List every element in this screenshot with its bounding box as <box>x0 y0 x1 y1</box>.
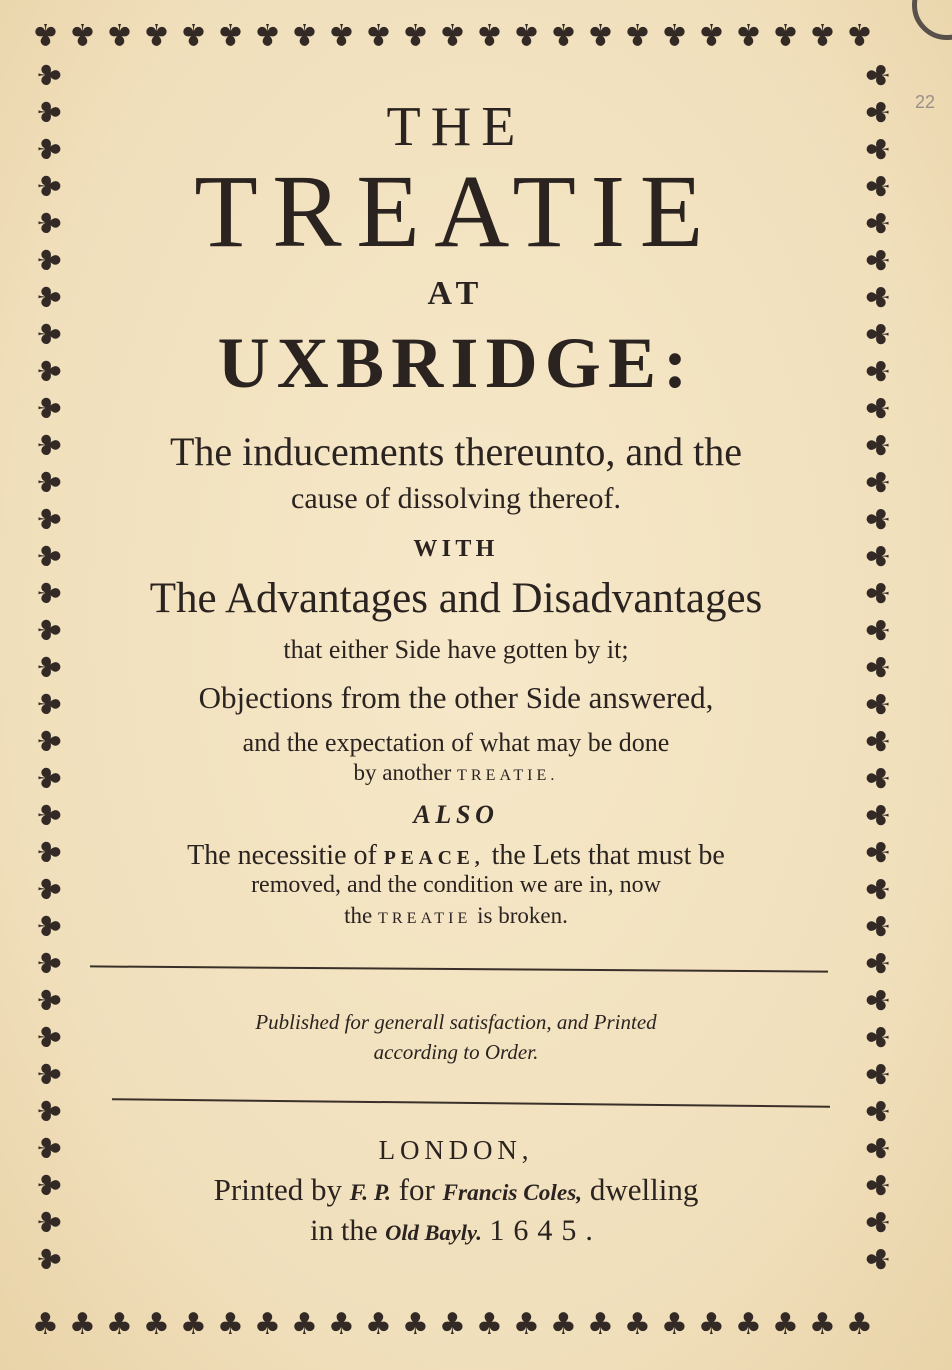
fleuron-ornament-icon: ♣ <box>861 431 897 459</box>
fleuron-ornament-icon: ♣ <box>861 616 897 644</box>
fleuron-ornament-icon: ♣ <box>143 16 170 51</box>
subtitle-line: that either Side have gotten by it; <box>283 635 629 664</box>
text: by another <box>353 760 452 785</box>
fleuron-ornament-icon: ♣ <box>861 135 897 163</box>
fleuron-ornament-icon: ♣ <box>513 16 540 51</box>
fleuron-ornament-icon: ♣ <box>30 135 66 163</box>
fleuron-ornament-icon: ♣ <box>30 209 66 237</box>
fleuron-ornament-icon: ♣ <box>106 16 133 51</box>
fleuron-ornament-icon: ♣ <box>30 357 66 385</box>
imprint-line <box>60 1214 852 1248</box>
fleuron-ornament-icon: ♣ <box>550 16 577 51</box>
text-smallcaps: TREATIE <box>377 910 472 927</box>
fleuron-ornament-icon: ♣ <box>861 1060 897 1088</box>
fleuron-ornament-icon: ♣ <box>861 542 897 570</box>
fleuron-ornament-icon: ♣ <box>861 727 897 755</box>
margin-page-number: 22 <box>915 92 936 112</box>
fleuron-ornament-icon: ♣ <box>30 949 66 977</box>
fleuron-ornament-icon: ♣ <box>402 16 429 51</box>
fleuron-ornament-icon: ♣ <box>143 1307 170 1342</box>
fleuron-ornament-icon: ♣ <box>365 16 392 51</box>
fleuron-ornament-icon: ♣ <box>861 801 897 829</box>
with-heading: WITH <box>413 536 499 562</box>
fleuron-ornament-icon: ♣ <box>809 1307 836 1342</box>
text: is broken. <box>477 903 568 928</box>
title-the: THE <box>386 96 526 158</box>
fleuron-ornament-icon: ♣ <box>30 1097 66 1125</box>
fleuron-ornament-icon: ♣ <box>32 1307 59 1342</box>
fleuron-ornament-icon: ♣ <box>30 431 66 459</box>
fleuron-ornament-icon: ♣ <box>30 986 66 1014</box>
fleuron-ornament-icon: ♣ <box>735 16 762 51</box>
fleuron-ornament-icon: ♣ <box>861 98 897 126</box>
subtitle-line <box>60 903 852 929</box>
fleuron-ornament-icon: ♣ <box>30 1171 66 1199</box>
fleuron-ornament-icon: ♣ <box>69 16 96 51</box>
fleuron-ornament-icon: ♣ <box>254 1307 281 1342</box>
fleuron-ornament-icon: ♣ <box>30 1134 66 1162</box>
printer: F. P. <box>349 1180 391 1206</box>
fleuron-ornament-icon: ♣ <box>328 1307 355 1342</box>
fleuron-ornament-icon: ♣ <box>861 246 897 274</box>
fleuron-ornament-icon: ♣ <box>69 1307 96 1342</box>
fleuron-ornament-icon: ♣ <box>217 1307 244 1342</box>
fleuron-ornament-icon: ♣ <box>861 1097 897 1125</box>
fleuron-ornament-icon: ♣ <box>30 98 66 126</box>
fleuron-ornament-icon: ♣ <box>861 949 897 977</box>
imprint-line <box>60 1172 852 1208</box>
fleuron-ornament-icon: ♣ <box>30 801 66 829</box>
fleuron-ornament-icon: ♣ <box>861 1208 897 1236</box>
text-smallcaps: TREATIE. <box>456 767 559 784</box>
fleuron-ornament-icon: ♣ <box>180 1307 207 1342</box>
fleuron-ornament-icon: ♣ <box>735 1307 762 1342</box>
fleuron-ornament-icon: ♣ <box>30 468 66 496</box>
text: in the <box>310 1214 378 1247</box>
subtitle-line <box>60 760 852 786</box>
fleuron-ornament-icon: ♣ <box>809 16 836 51</box>
fleuron-ornament-icon: ♣ <box>30 838 66 866</box>
fleuron-ornament-icon: ♣ <box>476 1307 503 1342</box>
fleuron-ornament-icon: ♣ <box>30 690 66 718</box>
fleuron-ornament-icon: ♣ <box>106 1307 133 1342</box>
text: dwelling <box>589 1172 699 1207</box>
subtitle-line: removed, and the condition we are in, now <box>251 872 661 898</box>
fleuron-ornament-icon: ♣ <box>328 16 355 51</box>
fleuron-ornament-icon: ♣ <box>861 1023 897 1051</box>
subtitle-line: cause of dissolving thereof. <box>291 482 621 515</box>
fleuron-ornament-icon: ♣ <box>861 320 897 348</box>
title-uxbridge: UXBRIDGE: <box>217 323 695 403</box>
fleuron-ornament-icon: ♣ <box>30 172 66 200</box>
fleuron-ornament-icon: ♣ <box>698 16 725 51</box>
subtitle-line: The inducements thereunto, and the <box>169 429 743 474</box>
publication-note: Published for generall satisfaction, and Printed <box>255 1010 657 1034</box>
fleuron-ornament-icon: ♣ <box>30 912 66 940</box>
fleuron-ornament-icon: ♣ <box>30 764 66 792</box>
fleuron-ornament-icon: ♣ <box>30 1060 66 1088</box>
fleuron-ornament-icon: ♣ <box>291 1307 318 1342</box>
fleuron-ornament-icon: ♣ <box>32 16 59 51</box>
title-at: AT <box>427 275 485 312</box>
fleuron-ornament-icon: ♣ <box>180 16 207 51</box>
fleuron-ornament-icon: ♣ <box>861 579 897 607</box>
fleuron-ornament-icon: ♣ <box>365 1307 392 1342</box>
bookseller: Francis Coles, <box>442 1180 583 1206</box>
fleuron-ornament-icon: ♣ <box>861 838 897 866</box>
fleuron-ornament-icon: ♣ <box>30 542 66 570</box>
fleuron-ornament-icon: ♣ <box>254 16 281 51</box>
fleuron-ornament-icon: ♣ <box>30 579 66 607</box>
text: the <box>344 903 373 928</box>
subtitle-line: The Advantages and Disadvantages <box>149 575 763 622</box>
fleuron-ornament-icon: ♣ <box>513 1307 540 1342</box>
fleuron-ornament-icon: ♣ <box>30 320 66 348</box>
fleuron-ornament-icon: ♣ <box>861 283 897 311</box>
fleuron-ornament-icon: ♣ <box>772 1307 799 1342</box>
fleuron-ornament-icon: ♣ <box>661 1307 688 1342</box>
fleuron-ornament-icon: ♣ <box>30 394 66 422</box>
fleuron-ornament-icon: ♣ <box>402 1307 429 1342</box>
fleuron-ornament-icon: ♣ <box>439 16 466 51</box>
subtitle-line <box>60 840 852 872</box>
fleuron-ornament-icon: ♣ <box>861 875 897 903</box>
fleuron-ornament-icon: ♣ <box>439 1307 466 1342</box>
fleuron-ornament-icon: ♣ <box>30 653 66 681</box>
fleuron-ornament-icon: ♣ <box>30 875 66 903</box>
fleuron-ornament-icon: ♣ <box>861 172 897 200</box>
fleuron-ornament-icon: ♣ <box>30 61 66 89</box>
text: for <box>398 1172 435 1207</box>
fleuron-ornament-icon: ♣ <box>861 1171 897 1199</box>
also-heading: ALSO <box>413 800 499 829</box>
fleuron-ornament-icon: ♣ <box>861 394 897 422</box>
fleuron-ornament-icon: ♣ <box>550 1307 577 1342</box>
fleuron-ornament-icon: ♣ <box>624 1307 651 1342</box>
fleuron-ornament-icon: ♣ <box>217 16 244 51</box>
fleuron-ornament-icon: ♣ <box>861 690 897 718</box>
title-treatie: TREATIE <box>194 154 718 269</box>
fleuron-ornament-icon: ♣ <box>861 468 897 496</box>
fleuron-ornament-icon: ♣ <box>30 1023 66 1051</box>
publication-note: according to Order. <box>373 1040 539 1064</box>
fleuron-ornament-icon: ♣ <box>861 209 897 237</box>
address: Old Bayly. <box>385 1220 482 1245</box>
text: Printed by <box>213 1172 342 1207</box>
text: The necessitie of <box>187 840 377 871</box>
fleuron-ornament-icon: ♣ <box>846 1307 873 1342</box>
fleuron-ornament-icon: ♣ <box>291 16 318 51</box>
fleuron-ornament-icon: ♣ <box>587 1307 614 1342</box>
fleuron-ornament-icon: ♣ <box>861 1134 897 1162</box>
year: 1645. <box>489 1214 602 1247</box>
fleuron-ornament-icon: ♣ <box>30 283 66 311</box>
fleuron-ornament-icon: ♣ <box>30 246 66 274</box>
fleuron-ornament-icon: ♣ <box>624 16 651 51</box>
fleuron-ornament-icon: ♣ <box>861 505 897 533</box>
subtitle-line: Objections from the other Side answered, <box>198 680 714 715</box>
fleuron-ornament-icon: ♣ <box>30 1208 66 1236</box>
fleuron-ornament-icon: ♣ <box>772 16 799 51</box>
fleuron-ornament-icon: ♣ <box>861 912 897 940</box>
fleuron-ornament-icon: ♣ <box>587 16 614 51</box>
fleuron-ornament-icon: ♣ <box>861 357 897 385</box>
fleuron-ornament-icon: ♣ <box>30 505 66 533</box>
fleuron-ornament-icon: ♣ <box>846 16 873 51</box>
fleuron-ornament-icon: ♣ <box>30 1245 66 1273</box>
text: the Lets that must be <box>491 840 725 871</box>
fleuron-ornament-icon: ♣ <box>861 653 897 681</box>
fleuron-ornament-icon: ♣ <box>861 986 897 1014</box>
fleuron-ornament-icon: ♣ <box>698 1307 725 1342</box>
fleuron-ornament-icon: ♣ <box>476 16 503 51</box>
text-smallcaps: PEACE, <box>383 848 485 869</box>
fleuron-ornament-icon: ♣ <box>30 616 66 644</box>
fleuron-ornament-icon: ♣ <box>861 764 897 792</box>
fleuron-ornament-icon: ♣ <box>30 727 66 755</box>
subtitle-line: and the expectation of what may be done <box>242 728 670 757</box>
fleuron-ornament-icon: ♣ <box>661 16 688 51</box>
fleuron-ornament-icon: ♣ <box>861 61 897 89</box>
imprint-city: LONDON, <box>378 1135 534 1165</box>
fleuron-ornament-icon: ♣ <box>861 1245 897 1273</box>
